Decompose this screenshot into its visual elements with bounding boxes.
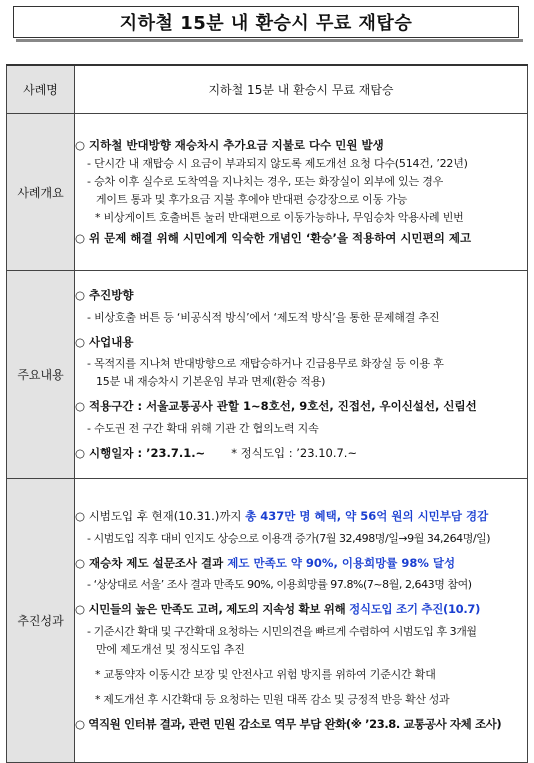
results-bullet-2-highlight: 제도 만족도 약 90%, 이용희망률 98% 달성 bbox=[227, 555, 456, 570]
results-note-1: * 교통약자 이동시간 보장 및 안전사고 위험 방지를 위하여 기준시간 확대 bbox=[95, 667, 436, 681]
details-dash-2b: 15분 내 재승차시 기본운임 부과 면제(환승 적용) bbox=[96, 375, 326, 388]
results-bullet-2 bbox=[75, 555, 527, 570]
results-bullet-4: ○ 역직원 인터뷰 결과, 관련 민원 감소로 역무 부담 완화(※ ’23.8. 교통공사 자체 조사) bbox=[75, 716, 502, 731]
overview-bullet-1: ○ 지하철 반대방향 재승차시 추가요금 지불로 다수 민원 발생 bbox=[75, 137, 384, 152]
results-dash-1: - 시범도입 직후 대비 인지도 상승으로 이용객 증가(7월 32,498명/일→9월 34,264명/일) bbox=[87, 531, 491, 545]
case-name: 지하철 15분 내 환승시 무료 재탑승 bbox=[75, 65, 528, 114]
details-row bbox=[7, 271, 528, 479]
overview-content bbox=[75, 114, 528, 271]
header-row bbox=[7, 65, 528, 114]
results-dash-2: - ‘상상대로 서울’ 조사 결과 만족도 90%, 이용희망률 97.8%(7~8월, 2,643명 참여) bbox=[87, 578, 472, 591]
overview-label: 사례개요 bbox=[7, 114, 75, 271]
results-bullet-3 bbox=[75, 604, 527, 616]
details-bullet-3: ○ 적용구간 : 서울교통공사 관할 1~8호선, 9호선, 진접선, 우이신설선, 신림선 bbox=[75, 399, 477, 413]
overview-note-1: * 비상게이트 호출버튼 눌러 반대편으로 이동가능하나, 무임승차 악용사례 빈번 bbox=[95, 211, 464, 224]
header-label: 사례명 bbox=[7, 65, 75, 114]
details-bullet-4 bbox=[75, 445, 527, 460]
page-title: 지하철 15분 내 환승시 무료 재탑승 bbox=[119, 13, 413, 34]
results-dash-3a: - 기준시간 확대 및 구간확대 요청하는 시민의견을 빠르게 수렴하여 시범도입 후 3개월 bbox=[87, 624, 477, 638]
details-bullet-1: ○ 추진방향 bbox=[75, 288, 134, 302]
results-bullet-2-text: ○ 재승차 제도 설문조사 결과 bbox=[75, 555, 228, 570]
overview-dash-2b: 게이트 통과 및 후가요금 지불 후에야 반대편 승강장으로 이동 가능 bbox=[96, 193, 408, 206]
details-dash-2a: - 목적지를 지나쳐 반대방향으로 재탑승하거나 긴급용무로 화장실 등 이용 후 bbox=[87, 357, 444, 370]
official-date-note: * 정식도입 : ’23.10.7.~ bbox=[231, 445, 358, 460]
title-box bbox=[13, 6, 519, 38]
results-row bbox=[7, 479, 528, 763]
details-dash-3: - 수도권 전 구간 확대 위해 기관 간 협의노력 지속 bbox=[87, 421, 319, 435]
start-date: ○ 시행일자 : ’23.7.1.~ bbox=[75, 445, 206, 460]
results-bullet-3-text: ○ 시민들의 높은 만족도 고려, 제도의 지속성 확보 위해 bbox=[75, 602, 350, 616]
details-label: 주요내용 bbox=[7, 271, 75, 479]
overview-dash-2a: - 승차 이후 실수로 도착역을 지나치는 경우, 또는 화장실이 외부에 있는 경우 bbox=[87, 175, 444, 188]
results-bullet-1 bbox=[75, 511, 527, 523]
overview-bullet-2: ○ 위 문제 해결 위해 시민에게 익숙한 개념인 ‘환승’을 적용하여 시민편의 제고 bbox=[75, 231, 472, 245]
details-content bbox=[75, 271, 528, 479]
results-label: 추진성과 bbox=[7, 479, 75, 763]
details-dash-1: - 비상호출 버튼 등 ‘비공식적 방식’에서 ‘제도적 방식’을 통한 문제해결 추진 bbox=[87, 310, 440, 324]
results-note-2: * 제도개선 후 시간확대 등 요청하는 민원 대폭 감소 및 긍정적 반응 확산 성과 bbox=[95, 692, 450, 706]
results-bullet-1-text: ○ 시범도입 후 현재(10.31.)까지 bbox=[75, 509, 246, 523]
results-bullet-1-highlight: 총 437만 명 혜택, 약 56억 원의 시민부담 경감 bbox=[245, 509, 489, 523]
results-content bbox=[75, 479, 528, 763]
results-bullet-3-highlight: 정식도입 조기 추진(10.7) bbox=[349, 602, 481, 616]
details-bullet-2: ○ 사업내용 bbox=[75, 334, 134, 349]
overview-row bbox=[7, 114, 528, 271]
overview-dash-1: - 단시간 내 재탑승 시 요금이 부과되지 않도록 제도개선 요청 다수(514건, ’22년) bbox=[87, 157, 468, 170]
case-table bbox=[6, 64, 528, 763]
results-dash-3b: 만에 제도개선 및 정식도입 추진 bbox=[96, 642, 245, 656]
